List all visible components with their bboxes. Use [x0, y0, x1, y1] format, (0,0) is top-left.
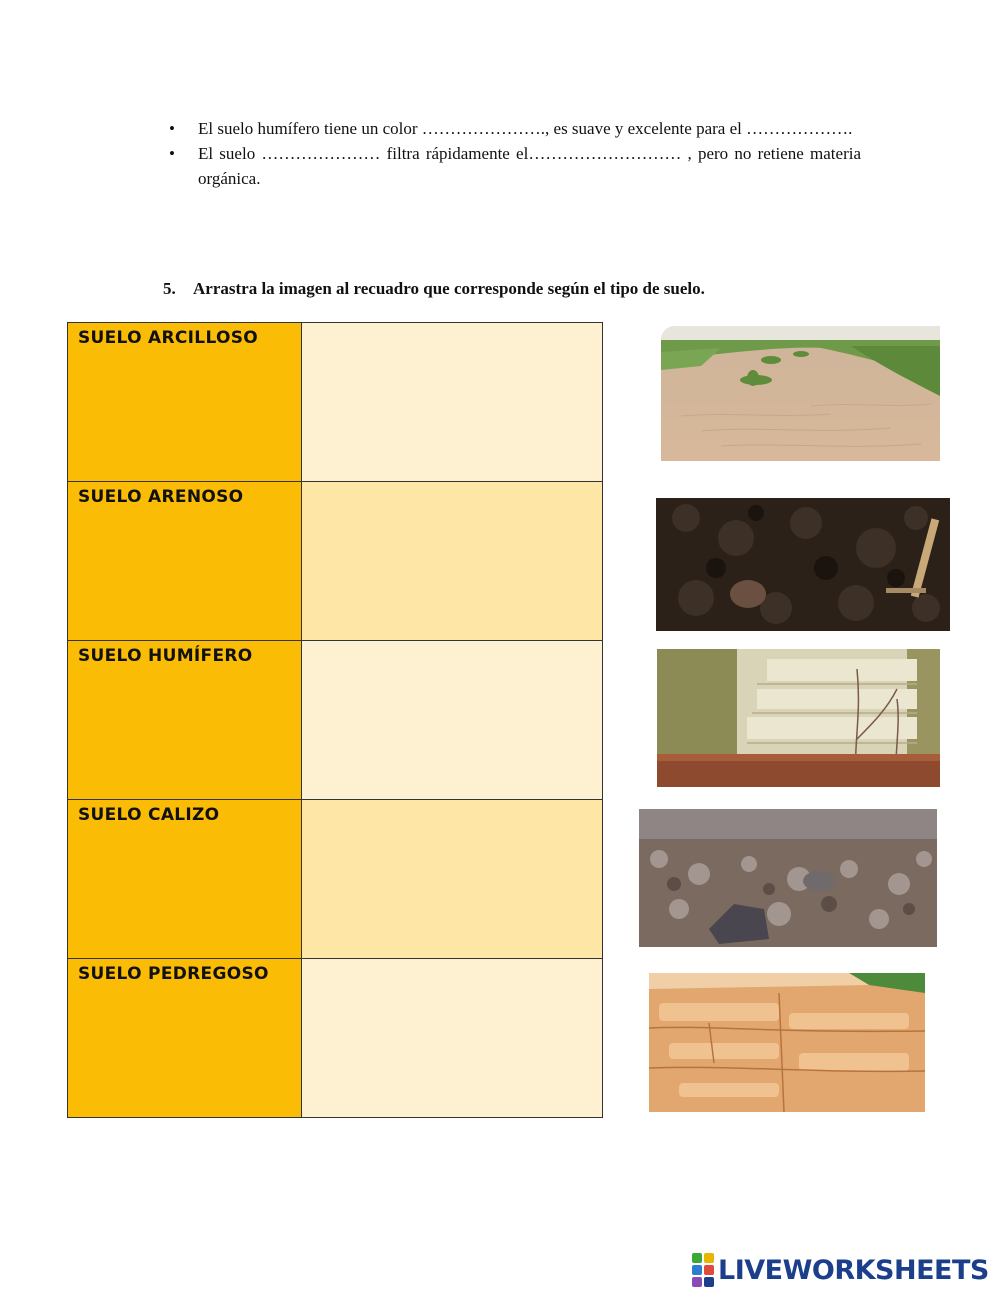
drop-zone-humifero[interactable]	[302, 641, 603, 800]
soil-label: SUELO ARENOSO	[78, 487, 244, 507]
brand-name: LIVEWORKSHEETS	[718, 1254, 989, 1286]
table-row	[68, 800, 603, 959]
soil-label: SUELO ARCILLOSO	[78, 328, 259, 348]
soil-label: SUELO HUMÍFERO	[78, 646, 253, 666]
soil-matching-table	[67, 322, 603, 1118]
sandy-soil-photo[interactable]	[661, 326, 940, 461]
drop-zone-pedregoso[interactable]	[302, 959, 603, 1118]
soil-label-cell	[68, 482, 302, 641]
drop-zone-calizo[interactable]	[302, 800, 603, 959]
instruction-number: 5.	[163, 279, 176, 298]
clay-soil-photo[interactable]	[649, 973, 925, 1112]
stony-soil-photo[interactable]	[639, 809, 937, 947]
liveworksheets-logo	[692, 1254, 989, 1286]
bullet-item: • El suelo humífero tiene un color …………………., es suave y excelente para el ……………….	[165, 116, 861, 141]
instruction-heading	[163, 277, 923, 301]
fill-in-bullet-list	[165, 116, 861, 191]
soil-label-cell	[68, 323, 302, 482]
soil-label-cell	[68, 959, 302, 1118]
limestone-soil-photo[interactable]	[657, 649, 940, 787]
table-row	[68, 482, 603, 641]
soil-label: SUELO PEDREGOSO	[78, 964, 269, 984]
bullet-item: • El suelo ………………… filtra rápidamente el……………………… , pero no retiene materia orgánica.	[165, 141, 861, 191]
drop-zone-arcilloso[interactable]	[302, 323, 603, 482]
table-row	[68, 323, 603, 482]
soil-label: SUELO CALIZO	[78, 805, 220, 825]
instruction-text: Arrastra la imagen al recuadro que corresponde según el tipo de suelo.	[193, 279, 705, 298]
soil-label-cell	[68, 800, 302, 959]
liveworksheets-logo-icon	[692, 1253, 714, 1287]
table-row	[68, 959, 603, 1118]
table-row	[68, 641, 603, 800]
soil-label-cell	[68, 641, 302, 800]
dark-humus-soil-photo[interactable]	[656, 498, 950, 631]
drop-zone-arenoso[interactable]	[302, 482, 603, 641]
